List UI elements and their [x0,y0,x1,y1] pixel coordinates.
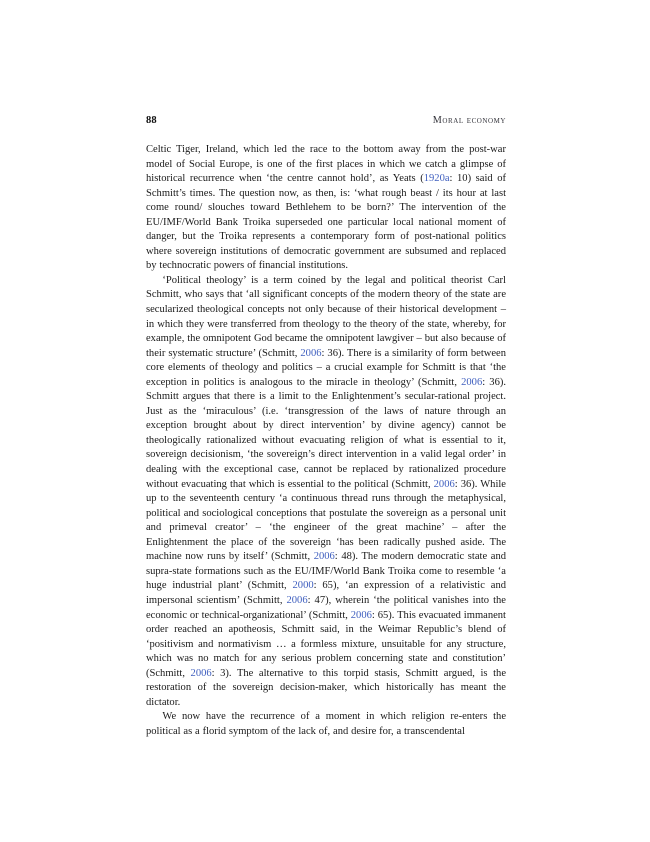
citation-link[interactable]: 2006 [350,609,372,621]
citation-link[interactable]: 2006 [313,551,335,563]
running-head-title: Moral economy [432,115,506,126]
body-text-block [146,143,506,739]
page-number: 88 [146,115,157,126]
paragraph: We now have the recurrence of a moment in which religion re-enters the political as a florid symptom of the lack of, and desire for, a transcendental [146,711,506,737]
citation-link[interactable]: 2006 [461,376,483,388]
running-head [146,116,506,130]
citation-link[interactable]: 1920a [423,173,450,185]
paragraph: ‘Political theology’ is a term coined by the legal and political theorist Carl Schmitt, who says that ‘all significant concepts of the modern theory of the state are secularized theological concepts not only because of their historical development – in which they were transferred from theology to the theory of the state, whereby, for example, the omnipotent God became the omnipotent lawgiver – but also because of their systematic structure’ (Schmitt, 2006: 36). There is a similarity of form between core elements of theology and politics – a crucial example for Schmitt is that ‘the exception in politics is analogous to the miracle in theology’ (Schmitt, 2006: 36). Schmitt argues that there is a limit to the Enlightenment’s secular-rational project. Just as the ‘miraculous’ (i.e. ‘transgression of the laws of nature through an exception brought about by direct intervention’ by divine agency) cannot be theologically rationalized without evacuating religion of what is essential to it, sovereign decisionism, ‘the sovereign’s direct intervention in a valid legal order’ in dealing with the exceptional case, cannot be replaced by rationalized procedure without evacuating that which is essential to the political (Schmitt, 2006: 36). While up to the seventeenth century ‘a continuous thread runs through the metaphysical, political and sociological conceptions that postulate the sovereign as a personal unit and primeval creator’ – ‘the engineer of the great machine’ – after the Enlightenment the place of the sovereign ‘has been radically pushed aside. The machine now runs by itself’ (Schmitt, 2006: 48). The modern democratic state and supra-state formations such as the EU/IMF/World Bank Troika come to resemble ‘a huge industrial plant’ (Schmitt, 2000: 65), ‘an expression of a relativistic and impersonal scientism’ (Schmitt, 2006: 47), wherein ‘the political vanishes into the economic or technical-organizational’ (Schmitt, 2006: 65). This evacuated immanent order reached an apotheosis, Schmitt said, in the Weimar Republic’s blend of ‘positivism and normativism … a formless mixture, unsuitable for any structure, which was no match for any serious problem concerning state and constitution’ (Schmitt, 2006: 3). The alternative to this torpid stasis, Schmitt argued, is the restoration of the sovereign decision-maker, which historically has meant the dictator. [146,274,506,708]
paragraph: Celtic Tiger, Ireland, which led the race to the bottom away from the post-war model of Social Europe, is one of the first places in which we catch a glimpse of historical recurrence when ‘the centre cannot hold’, as Yeats (1920a: 10) said of Schmitt’s times. The question now, as then, is: ‘what rough beast / its hour at last come round/ slouches toward Bethlehem to be born?’ The intervention of the EU/IMF/World Bank Troika superseded one particular local national moment of danger, but the Troika represents a contemporary form of post-national politics where sovereign institutions of democratic government are subsumed and replaced by technocratic powers of financial institutions. [146,144,507,272]
citation-link[interactable]: 2006 [433,478,455,490]
citation-link[interactable]: 2006 [286,594,308,606]
citation-link[interactable]: 2006 [190,667,212,679]
citation-link[interactable]: 2006 [300,347,322,359]
citation-link[interactable]: 2000 [292,580,314,592]
